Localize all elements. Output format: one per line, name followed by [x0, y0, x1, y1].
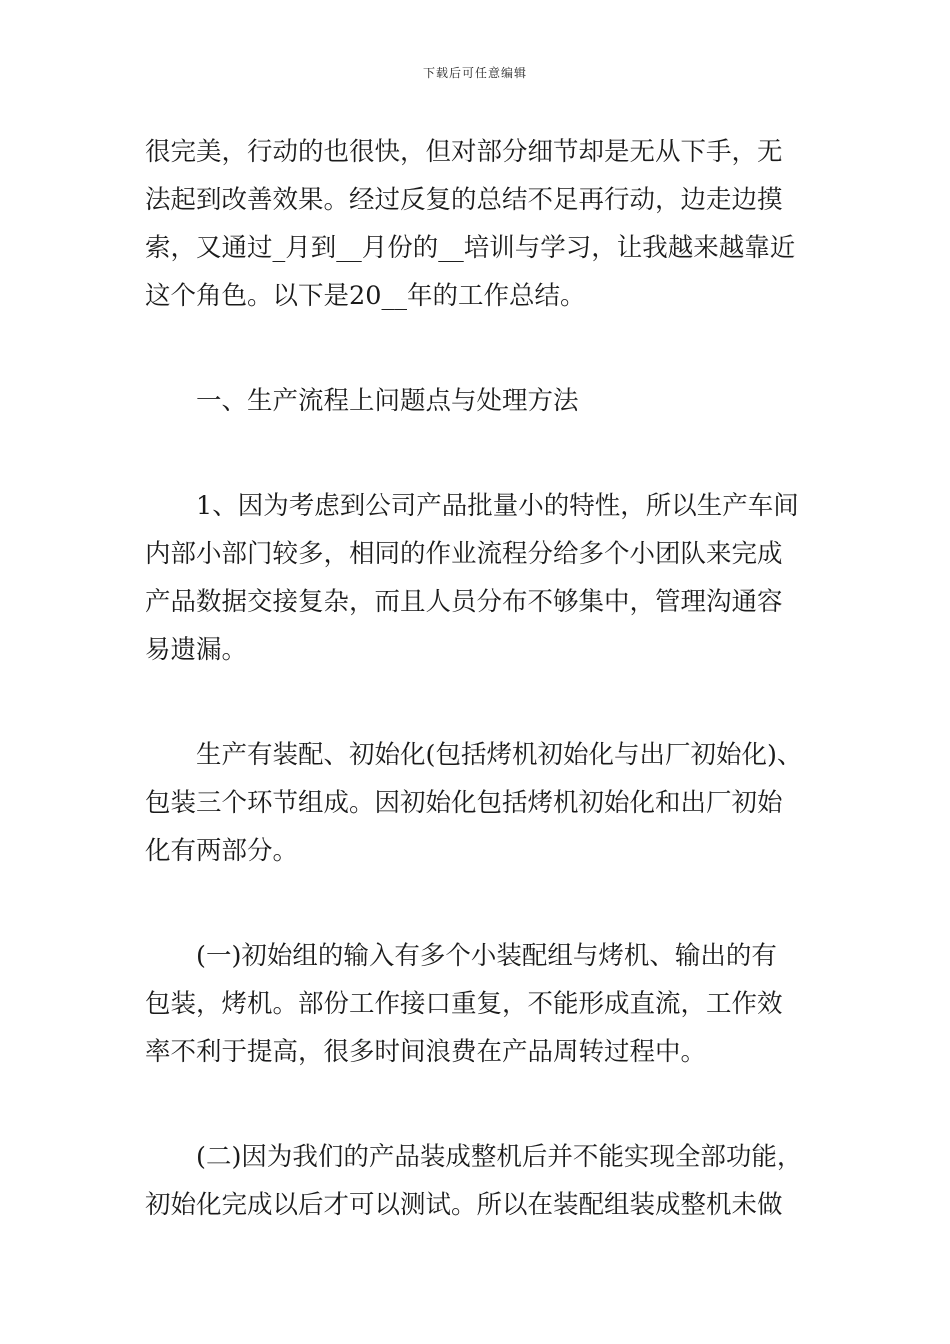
text-line: (一)初始组的输入有多个小装配组与烤机、输出的有: [145, 941, 777, 971]
paragraph-intro: [145, 128, 835, 320]
paragraph-production: [145, 731, 835, 875]
text-line: 1、因为考虑到公司产品批量小的特性，所以生产车间: [145, 491, 799, 521]
page-header: 下载后可任意编辑: [422, 66, 527, 80]
text-line: 很完美，行动的也很快，但对部分细节却是无从下手，无: [145, 137, 783, 167]
text-line: 化有两部分。: [145, 836, 299, 866]
text-line: 生产有装配、初始化(包括烤机初始化与出厂初始化)、: [145, 740, 803, 770]
text-line: 这个角色。以下是20__年的工作总结。: [145, 281, 586, 311]
text-line: 法起到改善效果。经过反复的总结不足再行动，边走边摸: [145, 185, 783, 215]
text-line: 率不利于提高，很多时间浪费在产品周转过程中。: [145, 1037, 707, 1067]
document-body: [145, 128, 835, 1229]
text-line: 产品数据交接复杂，而且人员分布不够集中，管理沟通容: [145, 587, 783, 617]
text-line: 包装，烤机。部份工作接口重复，不能形成直流，工作效: [145, 989, 783, 1019]
text-line: (二)因为我们的产品装成整机后并不能实现全部功能，: [145, 1142, 803, 1172]
text-line: 索，又通过_月到__月份的__培训与学习，让我越来越靠近: [145, 233, 796, 263]
text-line: 易遗漏。: [145, 635, 248, 665]
paragraph-sub-2: [145, 1133, 835, 1229]
text-line: 内部小部门较多，相同的作业流程分给多个小团队来完成: [145, 539, 783, 569]
text-line: 初始化完成以后才可以测试。所以在装配组装成整机未做: [145, 1190, 783, 1220]
text-line: 包装三个环节组成。因初始化包括烤机初始化和出厂初始: [145, 788, 783, 818]
paragraph-item-1: [145, 482, 835, 674]
paragraph-sub-1: [145, 932, 835, 1076]
heading-line: 一、生产流程上问题点与处理方法: [145, 386, 579, 416]
section-heading: [145, 377, 835, 425]
